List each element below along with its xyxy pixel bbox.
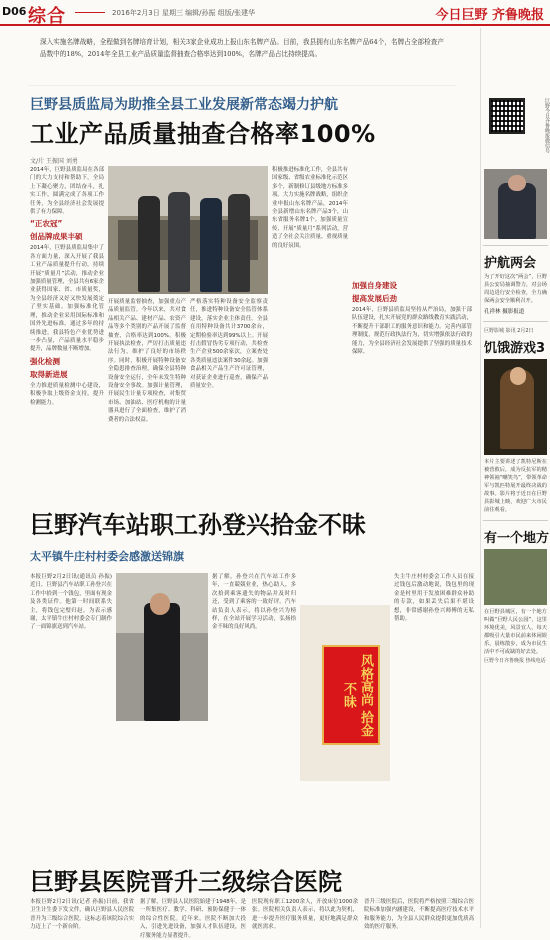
sidebar-photo-2 [484, 549, 547, 605]
article1-photo [108, 166, 268, 294]
sidebar-divider [483, 520, 548, 521]
article1-intro: 2014年，巨野县质监局在各部门的大力支持和帮助下，全局上下凝心聚力，团结奋斗，扎实工作，圆满完成了各项工作任务，为全县经济社会发展提供了有力保障。 [30, 167, 104, 216]
sidebar-promo-sub: 巨野影城 影讯 2月2日 [484, 328, 534, 334]
sidebar-divider [483, 245, 548, 246]
article3-col4 [364, 898, 474, 932]
sidebar-footer: 巨野今日齐鲁晚报 热线电话 [484, 658, 546, 664]
article2-headline: 巨野汽车站职工孙登兴拾金不昧 [30, 511, 366, 539]
sidebar-title-2: 有一个地方 [484, 531, 550, 546]
article2-col2-body: 据了解，孙登兴在汽车站工作多年，一直兢兢业业，热心助人，多次拾到乘客遗失的物品并及时归还，受到了乘客的一致好评。汽车站负责人表示，将以孙登兴为榜样，在全站开展学习活动，弘扬拾金不昧的良好风尚。 [212, 574, 296, 631]
article3-col1-body: 本报巨野2月2日讯(记者 孙振)日前，我省卫生计生委下发文件，确认巨野县人民医院晋升为三级综合医院。这标志着该院综合实力迈上了一个新台阶。 [30, 899, 134, 931]
article2-kicker: 太平镇牛庄村村委会感激送锦旗 [30, 550, 184, 563]
sidebar-text-3: 在巨野县城区，有一个地方叫做“巨野人民公园”，这里环境优美，风景宜人，每天都吸引大量市民前来休闲娱乐，晨练散步，成为市民生活中不可或缺的好去处。 [484, 609, 547, 655]
sidebar [480, 28, 550, 928]
article1-col4-body: 积极推进标准化工作，全县共有国家级、省级农业标准化示范区多个，新制修订县级地方标准多项。大力实施名牌战略，组织企业申报山东名牌产品，2014年全县新增山东名牌产品3个，山东省服务名牌1个。加强质量宣传，开展“质量月”系列活动，营造了全社会关注质量、重视质量的良好氛围。 [272, 167, 348, 249]
masthead [0, 0, 550, 26]
article2-col3-body: 失主牛庄村村委会工作人员在接过钱包后激动地说，钱包里的现金是村里用于发放困难群众补助的专款，如果丢失后果不堪设想，非常感谢孙登兴师傅的无私帮助。 [394, 574, 474, 623]
article1-col1 [30, 166, 104, 407]
lead-paragraph: 深入实施名牌战略，全程做到名牌培育计划，相关3家企业成功上报山东名牌产品。目前，我县拥有山东名牌产品64个，名牌占全部检查产品数中的18%，2014年全县工业产品质量监督抽查合格率达到100%，名牌产品占比持续提高。 [28, 28, 456, 86]
article1-byline: 文/片 王振国 刘勇 [30, 158, 78, 165]
article1-subhead-3b: 提高发展后劲 [352, 294, 397, 303]
article1-col3-body: 严格落实特种设备安全监察责任，推进特种设备安全监管体系建设，落实企业主体责任。全县在用特种设备共计3700余台，定期检验率达到99%以上。开展打击假冒伪劣专项行动，共检查生产企业500余家次，立案查处各类质量违法案件30余起。加强食品相关产品生产许可证管理，对获证企业进行巡查，确保产品质量安全。 [190, 299, 268, 390]
article1-col1-tail: 全力推进质量检测中心建设，积极争取上级资金支持，提升检测能力。 [30, 382, 104, 406]
section-rule [75, 12, 105, 13]
page-number: D06 [2, 5, 27, 18]
article1-subhead-1: “正农冠” [30, 219, 63, 229]
article1-col2-body: 开展质量监督抽查，加强重点产品质量监管。今年以来，共对食品相关产品、建材产品、农资产品等多个类别的产品开展了监督抽查，合格率达到100%。积极开展执法检查，严厉打击质量违法行为，维护了良好的市场秩序。同时，积极开展特种设备安全隐患排查治理，确保全县特种设备安全运行，全年未发生特种设备安全事故。加强计量管理，开展民生计量专项检查，对集贸市场、加油站、医疗机构的计量器具进行了全面检查，维护了消费者的合法权益。 [108, 299, 186, 423]
sidebar-photo-1 [484, 169, 547, 239]
sidebar-promo-title: 饥饿游戏3 [484, 341, 546, 356]
article1-subhead-3: 加强自身建设 [352, 281, 397, 290]
article1-subhead-2: 强化检测 [30, 356, 60, 366]
article2-col1 [30, 573, 112, 632]
silk-banner: 风格高尚 拾金不昧 [322, 645, 380, 745]
article2-col1-body: 本报巨野2月2日讯(通讯员 孙振)近日，巨野县汽车站职工孙登兴在工作中拾到一个钱包，里面有现金及各类证件。他第一时间联系失主，将钱包完璧归赵。为表示感谢，太平镇牛庄村村委会专门制作了一面锦旗送到汽车站。 [30, 574, 112, 631]
article2-photo [116, 573, 208, 721]
sidebar-divider [483, 321, 548, 322]
article1-subhead-2b: 取得新进展 [30, 369, 68, 379]
article1-subhead-1b: 创品牌成果丰硕 [30, 232, 83, 242]
article1-col2 [108, 298, 186, 424]
article2-col3 [394, 573, 474, 623]
article1-col5-body: 2014年，巨野县质监局坚持从严治局，加强干部队伍建设，扎实开展党的群众路线教育实践活动，不断提升干部职工的服务意识和能力。完善内部管理制度，规范行政执法行为，切实增强依法行政的能力，为全县经济社会发展提供了坚强的质量技术保障。 [352, 307, 472, 356]
newspaper-brand: 今日巨野 齐鲁晚报 [435, 8, 544, 23]
article1-col4 [272, 166, 348, 250]
movie-poster [484, 359, 547, 455]
article3-col2 [140, 898, 246, 940]
article3-col3-body: 医院现有职工1200余人，开放床位1000余张。医院相关负责人表示，将以此为契机，进一步提升医疗服务质量，更好地满足群众就医需求。 [252, 899, 358, 931]
article3-col2-body: 据了解，巨野县人民医院始建于1948年，是一所集医疗、教学、科研、预防保健于一体的综合性医院。近年来，医院不断加大投入，引进先进设备，加强人才队伍建设，医疗服务能力显著提升。 [140, 899, 246, 939]
qr-code[interactable] [489, 98, 525, 134]
article1-kicker: 巨野县质监局为助推全县工业发展新常态竭力护航 [30, 97, 338, 113]
article3-headline: 巨野县医院晋升三级综合医院 [30, 868, 342, 896]
sidebar-text-2: 本片主要讲述了凯特尼斯在被营救后，成为反抗军的精神领袖“嘲笑鸟”，带领革命军与凯匹特展开最终决战的故事。影片将于近日在巨野县影城上映，欢迎广大市民前往观看。 [484, 459, 547, 513]
article2-col2 [212, 573, 296, 632]
article1-col1-body: 2014年，巨野县质监局集中了各方面力量，深入开展了我县工业产品质量提升行动，持续开展“质量月”活动，推动企业加强质量管理，全县共有6家企业获得国家、省、市质量奖，为全县经济又好又快发展奠定了坚实基础。加强标准化管理，推动企业采用国际标准和国外先进标准。通过多年的持续推进，我县特色产业优势进一步凸显，产品质量水平稳步提升，品牌数量不断增加。 [30, 245, 104, 353]
section-title: 综合 [28, 6, 66, 27]
article1-col5 [352, 278, 472, 356]
article1-headline: 工业产品质量抽查合格率100% [30, 120, 376, 148]
article1-col3 [190, 298, 268, 390]
article3-col3 [252, 898, 358, 932]
article3-col4-body: 晋升三级医院后，医院将严格按照三级综合医院标准加强内涵建设，不断提高医疗技术水平和服务能力，为全县人民群众提供更加优质高效的医疗服务。 [364, 899, 474, 931]
sidebar-title-1: 护航两会 [484, 256, 537, 271]
article3-col1 [30, 898, 134, 932]
banner-photo [300, 605, 390, 781]
sidebar-text-1: 为了开好这次“两会”，巨野县公安局抽调警力，对会场周边进行安全检查，全力确保两会安全顺利召开。 [484, 274, 547, 304]
sidebar-caption-1: 孔祥林 摄影报道 [484, 309, 525, 315]
qr-caption: 巨野今日齐鲁晚报微信号 [544, 98, 550, 153]
dateline: 2016年2月3日 星期三 编辑/孙振 组版/张建华 [112, 9, 256, 17]
